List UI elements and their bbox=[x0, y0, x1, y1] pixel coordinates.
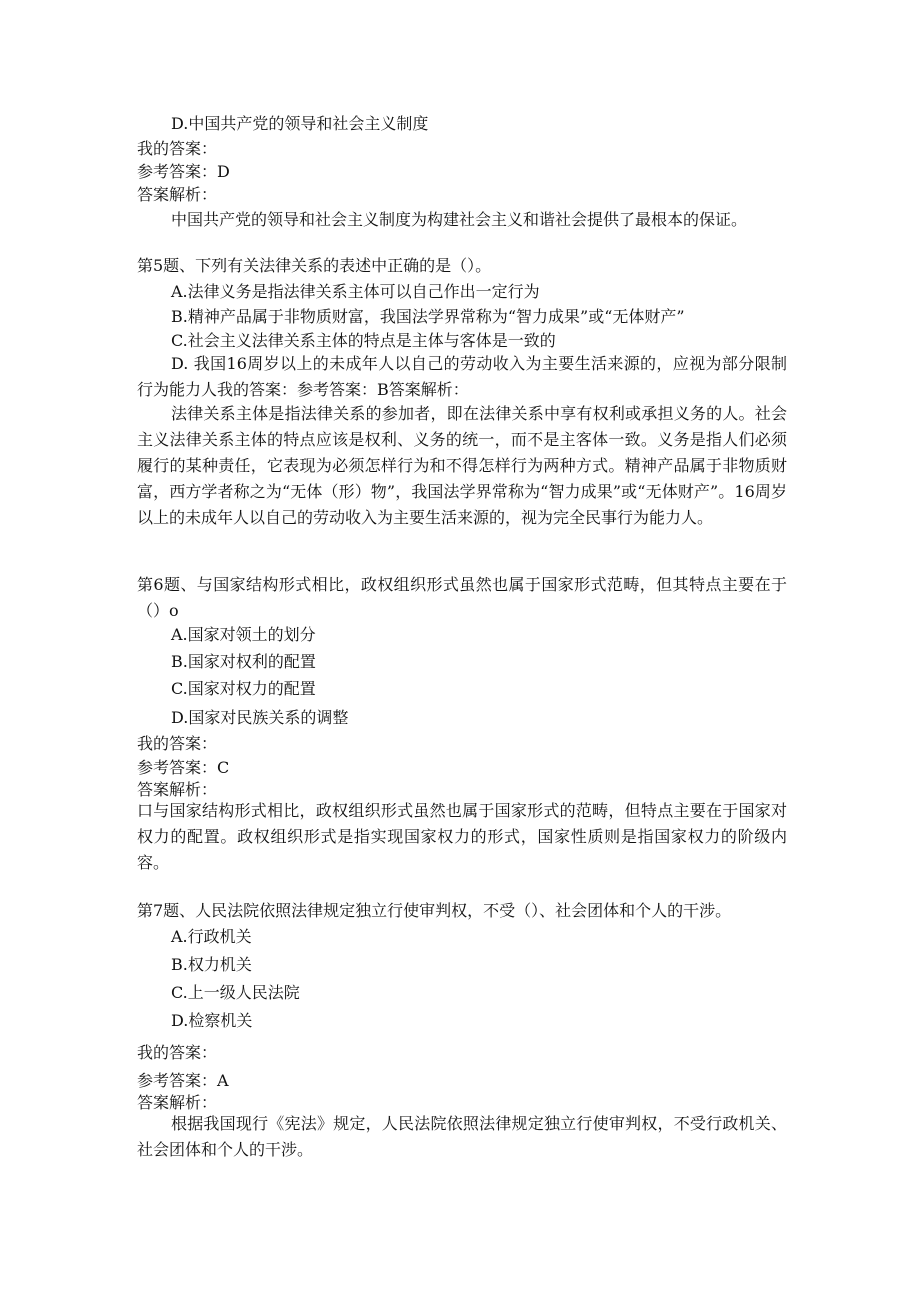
q6-option-b: B.国家对权利的配置 bbox=[171, 652, 316, 671]
q5-question: 第5题、下列有关法律关系的表述中正确的是（）。 bbox=[137, 256, 492, 275]
q6-reference-answer: 参考答案：C bbox=[137, 758, 230, 777]
q7-option-b: B.权力机关 bbox=[171, 955, 252, 974]
q7-option-d: D.检察机关 bbox=[171, 1011, 253, 1030]
q6-my-answer: 我的答案： bbox=[137, 734, 218, 753]
q7-question: 第7题、人民法院依照法律规定独立行使审判权，不受（）、社会团体和个人的干涉。 bbox=[137, 901, 732, 920]
q7-reference-answer: 参考答案：A bbox=[137, 1071, 229, 1090]
q5-analysis: 法律关系主体是指法律关系的参加者，即在法律关系中享有权利或承担义务的人。社会主义法律关系主体的特点应该是权利、义务的统一，而不是主客体一致。义务是指人们必须履行的某种责任，它表现为必须怎样行为和不得怎样行为两种方式。精神产品属于非物质财富，西方学者称之为“无体（形）物”，我国法学界常称为“智力成果”或“无体财产”。16周岁以上的未成年人以自己的劳动收入为主要生活来源的，视为完全民事行为能力人。 bbox=[137, 404, 787, 527]
q6-option-d: D.国家对民族关系的调整 bbox=[171, 708, 349, 727]
q6-question: 第6题、与国家结构形式相比，政权组织形式虽然也属于国家形式范畴，但其特点主要在于（）o bbox=[137, 575, 787, 620]
q5-option-d: D. 我国16周岁以上的未成年人以自己的劳动收入为主要生活来源的，应视为部分限制行为能力人我的答案：参考答案：B答案解析： bbox=[137, 354, 787, 399]
q4-reference-answer: 参考答案：D bbox=[137, 162, 230, 181]
q4-option-d: D.中国共产党的领导和社会主义制度 bbox=[171, 114, 429, 133]
q6-option-c: C.国家对权力的配置 bbox=[171, 679, 316, 698]
q5-option-b: B.精神产品属于非物质财富，我国法学界常称为“智力成果”或“无体财产” bbox=[171, 307, 685, 326]
q7-analysis-label: 答案解析： bbox=[137, 1093, 218, 1112]
q5-option-c: C.社会主义法律关系主体的特点是主体与客体是一致的 bbox=[171, 331, 556, 350]
q6-analysis: 口与国家结构形式相比，政权组织形式虽然也属于国家形式的范畴，但特点主要在于国家对权力的配置。政权组织形式是指实现国家权力的形式，国家性质则是指国家权力的阶级内容。 bbox=[137, 801, 787, 872]
q4-analysis-label: 答案解析： bbox=[137, 185, 218, 204]
q5-option-a: A.法律义务是指法律关系主体可以自己作出一定行为 bbox=[171, 282, 540, 301]
q7-option-c: C.上一级人民法院 bbox=[171, 983, 300, 1002]
q6-analysis-label: 答案解析： bbox=[137, 780, 218, 799]
q4-my-answer: 我的答案： bbox=[137, 139, 218, 158]
q7-analysis: 根据我国现行《宪法》规定，人民法院依照法律规定独立行使审判权，不受行政机关、社会团体和个人的干涉。 bbox=[137, 1114, 787, 1159]
q7-option-a: A.行政机关 bbox=[171, 927, 252, 946]
q7-my-answer: 我的答案： bbox=[137, 1043, 218, 1062]
q4-analysis: 中国共产党的领导和社会主义制度为构建社会主义和谐社会提供了最根本的保证。 bbox=[171, 210, 748, 229]
q6-option-a: A.国家对领土的划分 bbox=[171, 625, 316, 644]
